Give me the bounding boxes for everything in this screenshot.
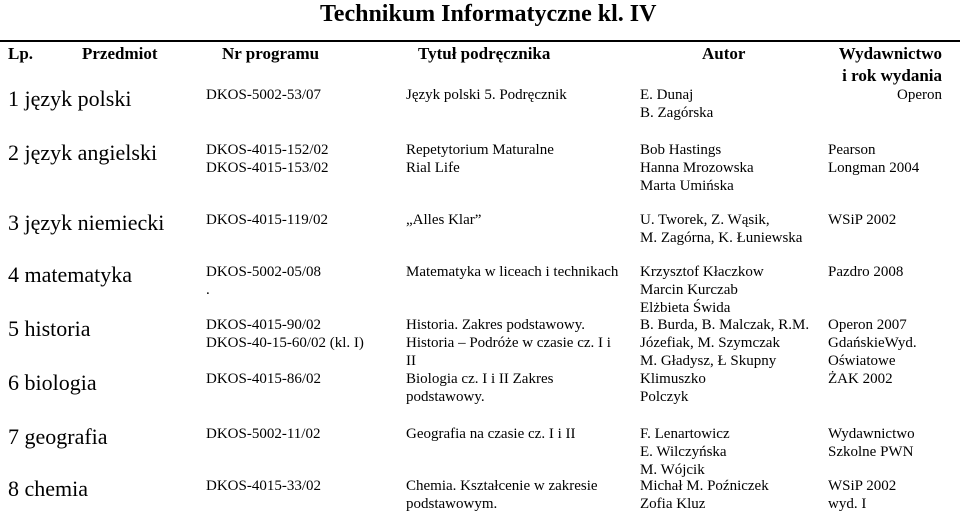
publisher-cell [822, 86, 942, 104]
header-autor: Autor [702, 44, 746, 63]
textbook-title-cell [406, 263, 618, 281]
header-rok-wydania: i rok wydania [842, 66, 942, 85]
textbook-title-cell [406, 316, 611, 370]
publisher-cell-line: Pazdro 2008 [828, 264, 904, 280]
author-cell-line: U. Tworek, Z. Wąsik, [640, 212, 770, 228]
program-number-cell [206, 425, 320, 443]
author-cell-line: M. Zagórna, K. Łuniewska [640, 230, 803, 246]
subject-cell: 7 geografia [8, 424, 108, 449]
author-cell [640, 370, 706, 406]
page-title: Technikum Informatyczne kl. IV [320, 1, 657, 27]
header-przedmiot: Przedmiot [82, 44, 158, 63]
textbook-title-cell-line: Matematyka w liceach i technikach [406, 264, 619, 280]
subject-cell: 8 chemia [8, 476, 89, 501]
publisher-cell-line: Operon [897, 87, 942, 103]
textbook-title-cell-line: „Alles Klar” [406, 212, 482, 228]
program-number-cell-line: DKOS-4015-86/02 [206, 371, 321, 387]
author-cell-line: Krzysztof Kłaczkow [640, 264, 764, 280]
program-number-cell-line: . [206, 282, 210, 298]
header-nr-programu: Nr programu [222, 44, 320, 63]
author-cell-line: B. Zagórska [640, 105, 714, 121]
textbook-title-cell [406, 141, 554, 177]
publisher-cell-line: wyd. I [828, 496, 867, 512]
author-cell [640, 316, 809, 370]
program-number-cell-line: DKOS-4015-33/02 [206, 478, 321, 494]
publisher-cell [828, 316, 917, 370]
author-cell-line: Hanna Mrozowska [640, 160, 754, 176]
header-lp: Lp. [8, 44, 34, 63]
author-cell-line: Michał M. Poźniczek [640, 478, 769, 494]
program-number-cell-line: DKOS-4015-119/02 [206, 212, 328, 228]
author-cell-line: Józefiak, M. Szymczak [640, 335, 780, 351]
author-cell-line: B. Burda, B. Malczak, R.M. [640, 317, 810, 333]
textbook-title-cell [406, 211, 481, 229]
textbook-title-cell-line: Chemia. Kształcenie w zakresie [406, 478, 598, 494]
author-cell-line: Klimuszko [640, 371, 706, 387]
publisher-cell-line: Operon 2007 [828, 317, 907, 333]
publisher-cell [828, 263, 903, 281]
publisher-cell [828, 425, 915, 461]
publisher-cell [828, 211, 896, 229]
textbook-title-cell-line: Rial Life [406, 160, 460, 176]
author-cell-line: Bob Hastings [640, 142, 722, 158]
program-number-cell [206, 141, 329, 177]
subject-cell: 4 matematyka [8, 262, 133, 287]
publisher-cell-line: Szkolne PWN [828, 444, 914, 460]
textbook-title-cell-line: Język polski 5. Podręcznik [406, 87, 567, 103]
subject-cell: 6 biologia [8, 370, 97, 395]
author-cell-line: Marcin Kurczab [640, 282, 738, 298]
program-number-cell [206, 316, 364, 352]
publisher-cell-line: WSiP 2002 [828, 212, 897, 228]
author-cell-line: E. Wilczyńska [640, 444, 727, 460]
subject-cell: 1 język polski [8, 86, 132, 111]
author-cell-line: Elżbieta Świda [640, 300, 731, 316]
program-number-cell-line: DKOS-4015-153/02 [206, 160, 329, 176]
publisher-cell-line: WSiP 2002 [828, 478, 897, 494]
textbook-title-cell-line: Historia. Zakres podstawowy. [406, 317, 585, 333]
textbook-title-cell-line: Historia – Podróże w czasie cz. I i [406, 335, 611, 351]
program-number-cell-line: DKOS-5002-53/07 [206, 87, 321, 103]
program-number-cell [206, 86, 321, 104]
subject-cell: 5 historia [8, 316, 91, 341]
author-cell [640, 263, 764, 317]
publisher-cell-line: Longman 2004 [828, 160, 920, 176]
author-cell [640, 477, 769, 513]
program-number-cell-line: DKOS-5002-11/02 [206, 426, 321, 442]
author-cell-line: Zofia Kluz [640, 496, 706, 512]
publisher-cell [828, 477, 896, 513]
program-number-cell [206, 211, 328, 229]
textbook-title-cell-line: Repetytorium Maturalne [406, 142, 554, 158]
textbook-title-cell-line: Biologia cz. I i II Zakres [406, 371, 554, 387]
textbook-title-cell-line: Geografia na czasie cz. I i II [406, 426, 576, 442]
author-cell-line: F. Lenartowicz [640, 426, 730, 442]
publisher-cell [828, 141, 919, 177]
textbook-title-cell-line: podstawowy. [406, 389, 485, 405]
textbook-title-cell-line: podstawowym. [406, 496, 498, 512]
textbook-title-cell [406, 370, 553, 406]
author-cell-line: Marta Umińska [640, 178, 734, 194]
program-number-cell [206, 370, 321, 388]
publisher-cell-line: Pearson [828, 142, 876, 158]
publisher-cell-line: Oświatowe [828, 353, 896, 369]
textbook-title-cell [406, 86, 567, 104]
header-tytul: Tytuł podręcznika [418, 44, 551, 63]
author-cell-line: E. Dunaj [640, 87, 694, 103]
program-number-cell-line: DKOS-40-15-60/02 (kl. I) [206, 335, 364, 351]
textbook-title-cell-line: II [406, 353, 416, 369]
author-cell-line: M. Wójcik [640, 462, 705, 478]
author-cell-line: M. Gładysz, Ł Skupny [640, 353, 777, 369]
textbook-title-cell [406, 425, 575, 443]
program-number-cell-line: DKOS-5002-05/08 [206, 264, 321, 280]
textbook-title-cell [406, 477, 598, 513]
author-cell [640, 211, 802, 247]
author-cell [640, 425, 730, 479]
publisher-cell [828, 370, 893, 388]
header-wydawnictwo: Wydawnictwo [838, 44, 942, 63]
author-cell-line: Polczyk [640, 389, 689, 405]
publisher-cell-line: Wydawnictwo [828, 426, 915, 442]
publisher-cell-line: ŻAK 2002 [828, 371, 893, 387]
header-divider [0, 40, 960, 42]
author-cell [640, 86, 713, 122]
author-cell [640, 141, 754, 195]
publisher-cell-line: GdańskieWyd. [828, 335, 917, 351]
program-number-cell [206, 477, 321, 495]
program-number-cell-line: DKOS-4015-152/02 [206, 142, 329, 158]
program-number-cell-line: DKOS-4015-90/02 [206, 317, 321, 333]
subject-cell: 2 język angielski [8, 140, 158, 165]
subject-cell: 3 język niemiecki [8, 210, 165, 235]
program-number-cell [206, 263, 321, 299]
